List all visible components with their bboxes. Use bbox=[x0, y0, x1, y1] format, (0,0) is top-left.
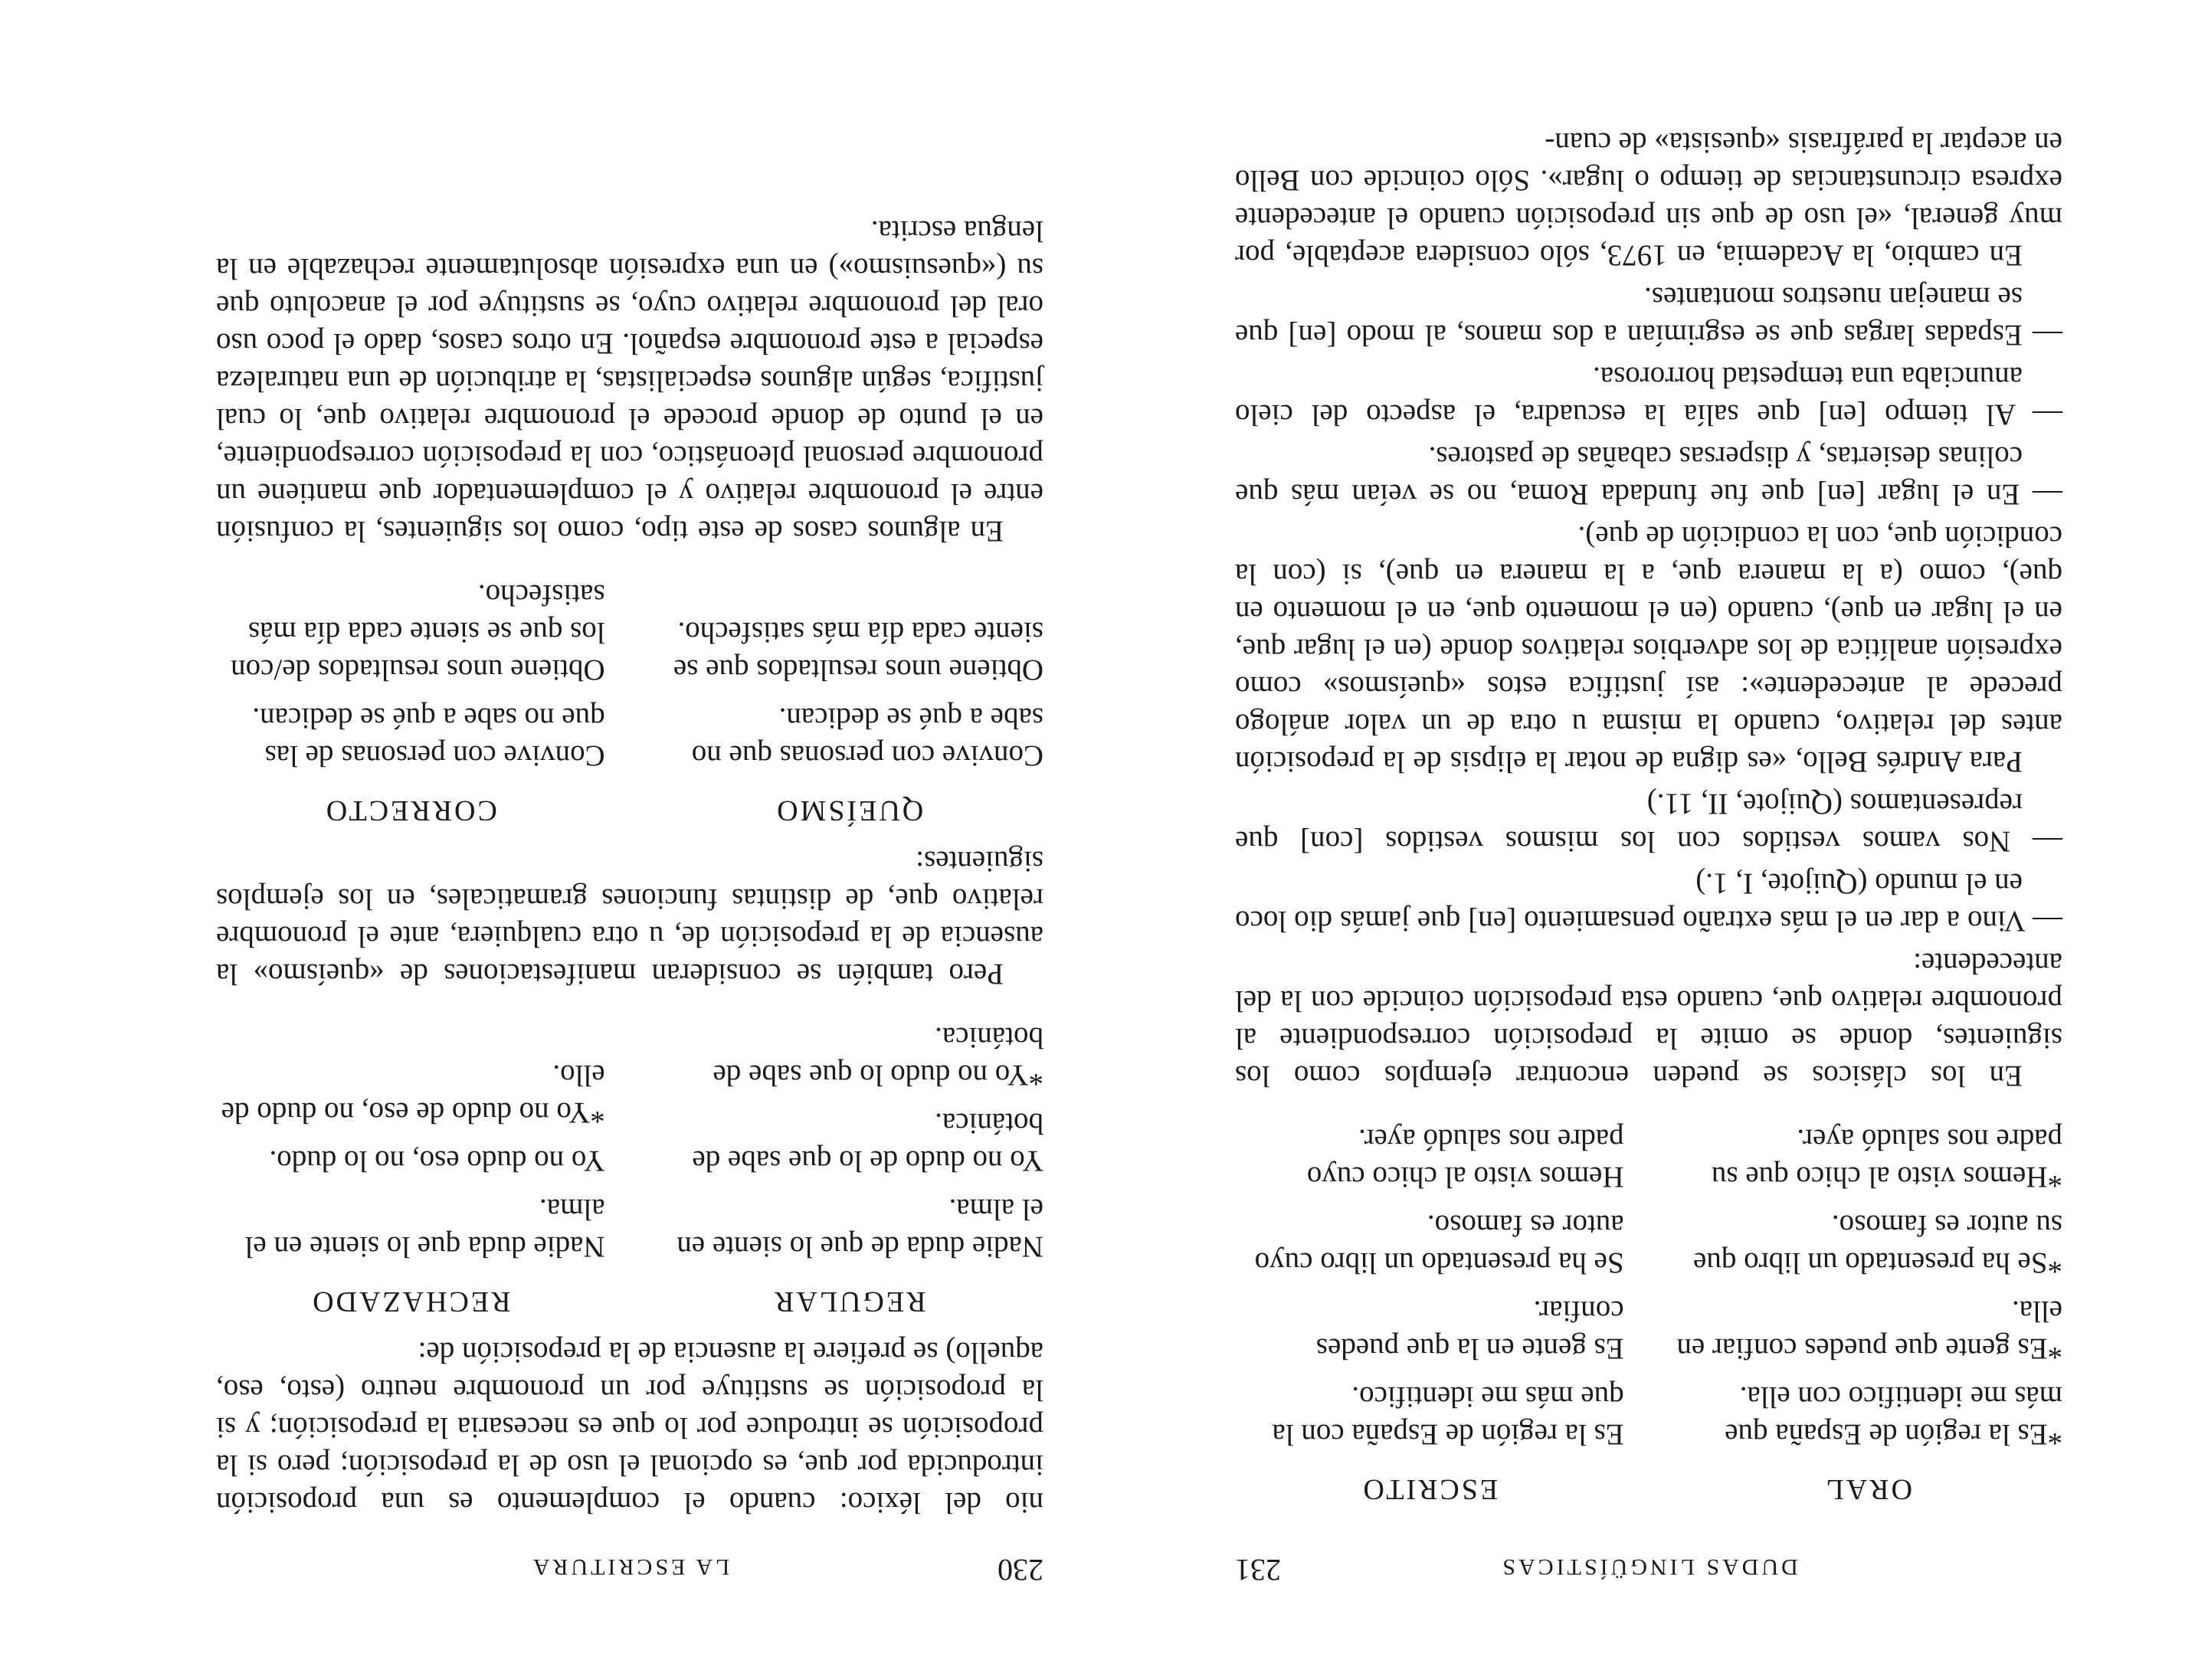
example: Yo no dudo eso, no lo dudo. bbox=[269, 1145, 605, 1177]
example: Es gente en la que puedes confiar. bbox=[1315, 1295, 1624, 1365]
running-head: LA ESCRITURA bbox=[529, 1554, 730, 1580]
example: Nadie duda que lo siente en el alma. bbox=[244, 1193, 605, 1263]
example: Convive con personas que no sabe a qué se dedican. bbox=[691, 702, 1043, 772]
right-page bbox=[1235, 124, 2062, 1588]
column-queismo bbox=[654, 565, 1043, 843]
paragraph: nio del léxico: cuando el complemento es una proposición introducida por que, es opcional el uso de la preposición; pero si la proposición se introduce por lo que es necesaria la preposición; y si la proposición se sustituye por un pronombre neutro (esto, eso, aquello) se prefiere la ausencia de la preposición de: bbox=[216, 1336, 1043, 1519]
quotation: — Espadas largas que se esgrimían a dos manos, al modo [en] que se manejan nuestros montantes. bbox=[1235, 281, 2062, 352]
example: *Hemos visto al chico que su padre nos saludó ayer. bbox=[1711, 1123, 2062, 1194]
paragraph: En cambio, la Academia, en 1973, sólo considera aceptable, por muy general, «el uso de que sin preposición cuando el antecedente expresa circunstancias de tiempo o lugar». Sólo coincide con Bello en aceptar la paráfrasis «quesista» de cuan- bbox=[1235, 126, 2062, 272]
quotation: — Nos vamos vestidos con los mismos vestidos [con] que representamos (Quijote, II, 11.) bbox=[1235, 788, 2062, 858]
example: *Yo no dudo de eso, no dudo de ello. bbox=[221, 1059, 605, 1129]
page-number: 230 bbox=[998, 1553, 1043, 1587]
page-header bbox=[1235, 1552, 2062, 1588]
example: *Yo no dudo lo que sabe de botánica. bbox=[713, 1021, 1043, 1092]
comparison-table bbox=[1235, 1110, 2062, 1521]
example: *Se ha presentado un libro que su autor es famoso. bbox=[1693, 1209, 2062, 1279]
column-escrito bbox=[1235, 1110, 1624, 1521]
page-number: 231 bbox=[1235, 1553, 1282, 1587]
column-oral bbox=[1673, 1110, 2062, 1521]
column-correcto bbox=[216, 565, 605, 843]
quotation: — Vino a dar en el más extraño pensamiento [en] que jamás dio loco en el mundo (Quijote, I, 1.) bbox=[1235, 867, 2062, 938]
paragraph: En los clásicos se pueden encontrar ejemplos como los siguientes, donde se omite la preposición correspondiente al pronombre relativo que, cuando esta preposición coincide con la del antecedente: bbox=[1235, 947, 2062, 1092]
left-page bbox=[216, 212, 1043, 1588]
column-rechazado bbox=[216, 1008, 605, 1334]
paragraph: Para Andrés Bello, «es digna de notar la elipsis de la preposición antes del relativo, cuando la misma u otra de un valor análogo precede al antecedente»: así justifica estos «queísmos» como expresión analítica de los adverbios relativos donde (en el lugar que, en el lugar en que), cuando (en el momento que, en el momento en que), como (a la manera que, a la manera en que), si (con la condición que, con la condición de que). bbox=[1235, 520, 2062, 778]
example: Yo no dudo de lo que sabe de botánica. bbox=[692, 1107, 1043, 1177]
running-head: DUDAS LINGÜÍSTICAS bbox=[1499, 1554, 1798, 1580]
page-body bbox=[216, 212, 1043, 1521]
column-heading: RECHAZADO bbox=[310, 1285, 511, 1318]
column-heading: ESCRITO bbox=[1361, 1473, 1499, 1505]
example: Convive con personas de las que no sabe a qué se dedican. bbox=[252, 702, 605, 772]
quotation: — En el lugar [en] que fue fundada Roma, no se veían más que colinas desiertas, y dispersas cabañas de pastores. bbox=[1235, 440, 2062, 511]
column-heading: QUEÍSMO bbox=[775, 794, 924, 827]
example: Hemos visto al chico cuyo padre nos saludó ayer. bbox=[1306, 1123, 1624, 1194]
page-body bbox=[1235, 124, 2062, 1521]
example: *Es gente que puedes confiar en ella. bbox=[1676, 1295, 2062, 1365]
column-regular bbox=[654, 1008, 1043, 1334]
column-heading: REGULAR bbox=[771, 1285, 926, 1318]
example: Es la región de España con la que más me identifico. bbox=[1272, 1380, 1624, 1451]
quotation: — Al tiempo [en] que salía la escuadra, el aspecto del cielo anunciaba una tempestad horrorosa. bbox=[1235, 361, 2062, 431]
example: Se ha presentado un libro cuyo autor es famoso. bbox=[1254, 1209, 1624, 1279]
example: Nadie duda de que lo siente en el alma. bbox=[676, 1193, 1043, 1263]
comparison-table bbox=[216, 1008, 1043, 1334]
paragraph: En algunos casos de este tipo, como los siguientes, la confusión entre el pronombre relativo y el complementador que mantiene un pronombre personal pleonástico, con la preposición correspondiente, en el punto de donde procede el pronombre relativo que, lo cual justifica, según algunos especialistas, la atribución de una naturaleza especial a este pronombre español. En otros casos, dado el poco uso oral del pronombre relativo cuyo, se sustituye por el anacoluto que su («quesuismo») en una expresión absolutamente rechazable en la lengua escrita. bbox=[216, 215, 1043, 548]
paragraph: Pero también se consideran manifestaciones de «queísmo» la ausencia de la preposición de, u otra cualquiera, ante el pronombre relativo que, de distintas funciones gramaticales, en los ejemplos siguientes: bbox=[216, 845, 1043, 991]
example: Obtiene unos resultados que se siente cada día más satisfecho. bbox=[673, 616, 1043, 686]
comparison-table bbox=[216, 565, 1043, 843]
example: Obtiene unos resultados de/con los que se siente cada día más satisfecho. bbox=[231, 578, 605, 686]
column-heading: ORAL bbox=[1823, 1473, 1912, 1505]
example: *Es la región de España que más me identifico con ella. bbox=[1725, 1380, 2062, 1451]
page-header bbox=[216, 1552, 1043, 1588]
column-heading: CORRECTO bbox=[323, 794, 497, 827]
